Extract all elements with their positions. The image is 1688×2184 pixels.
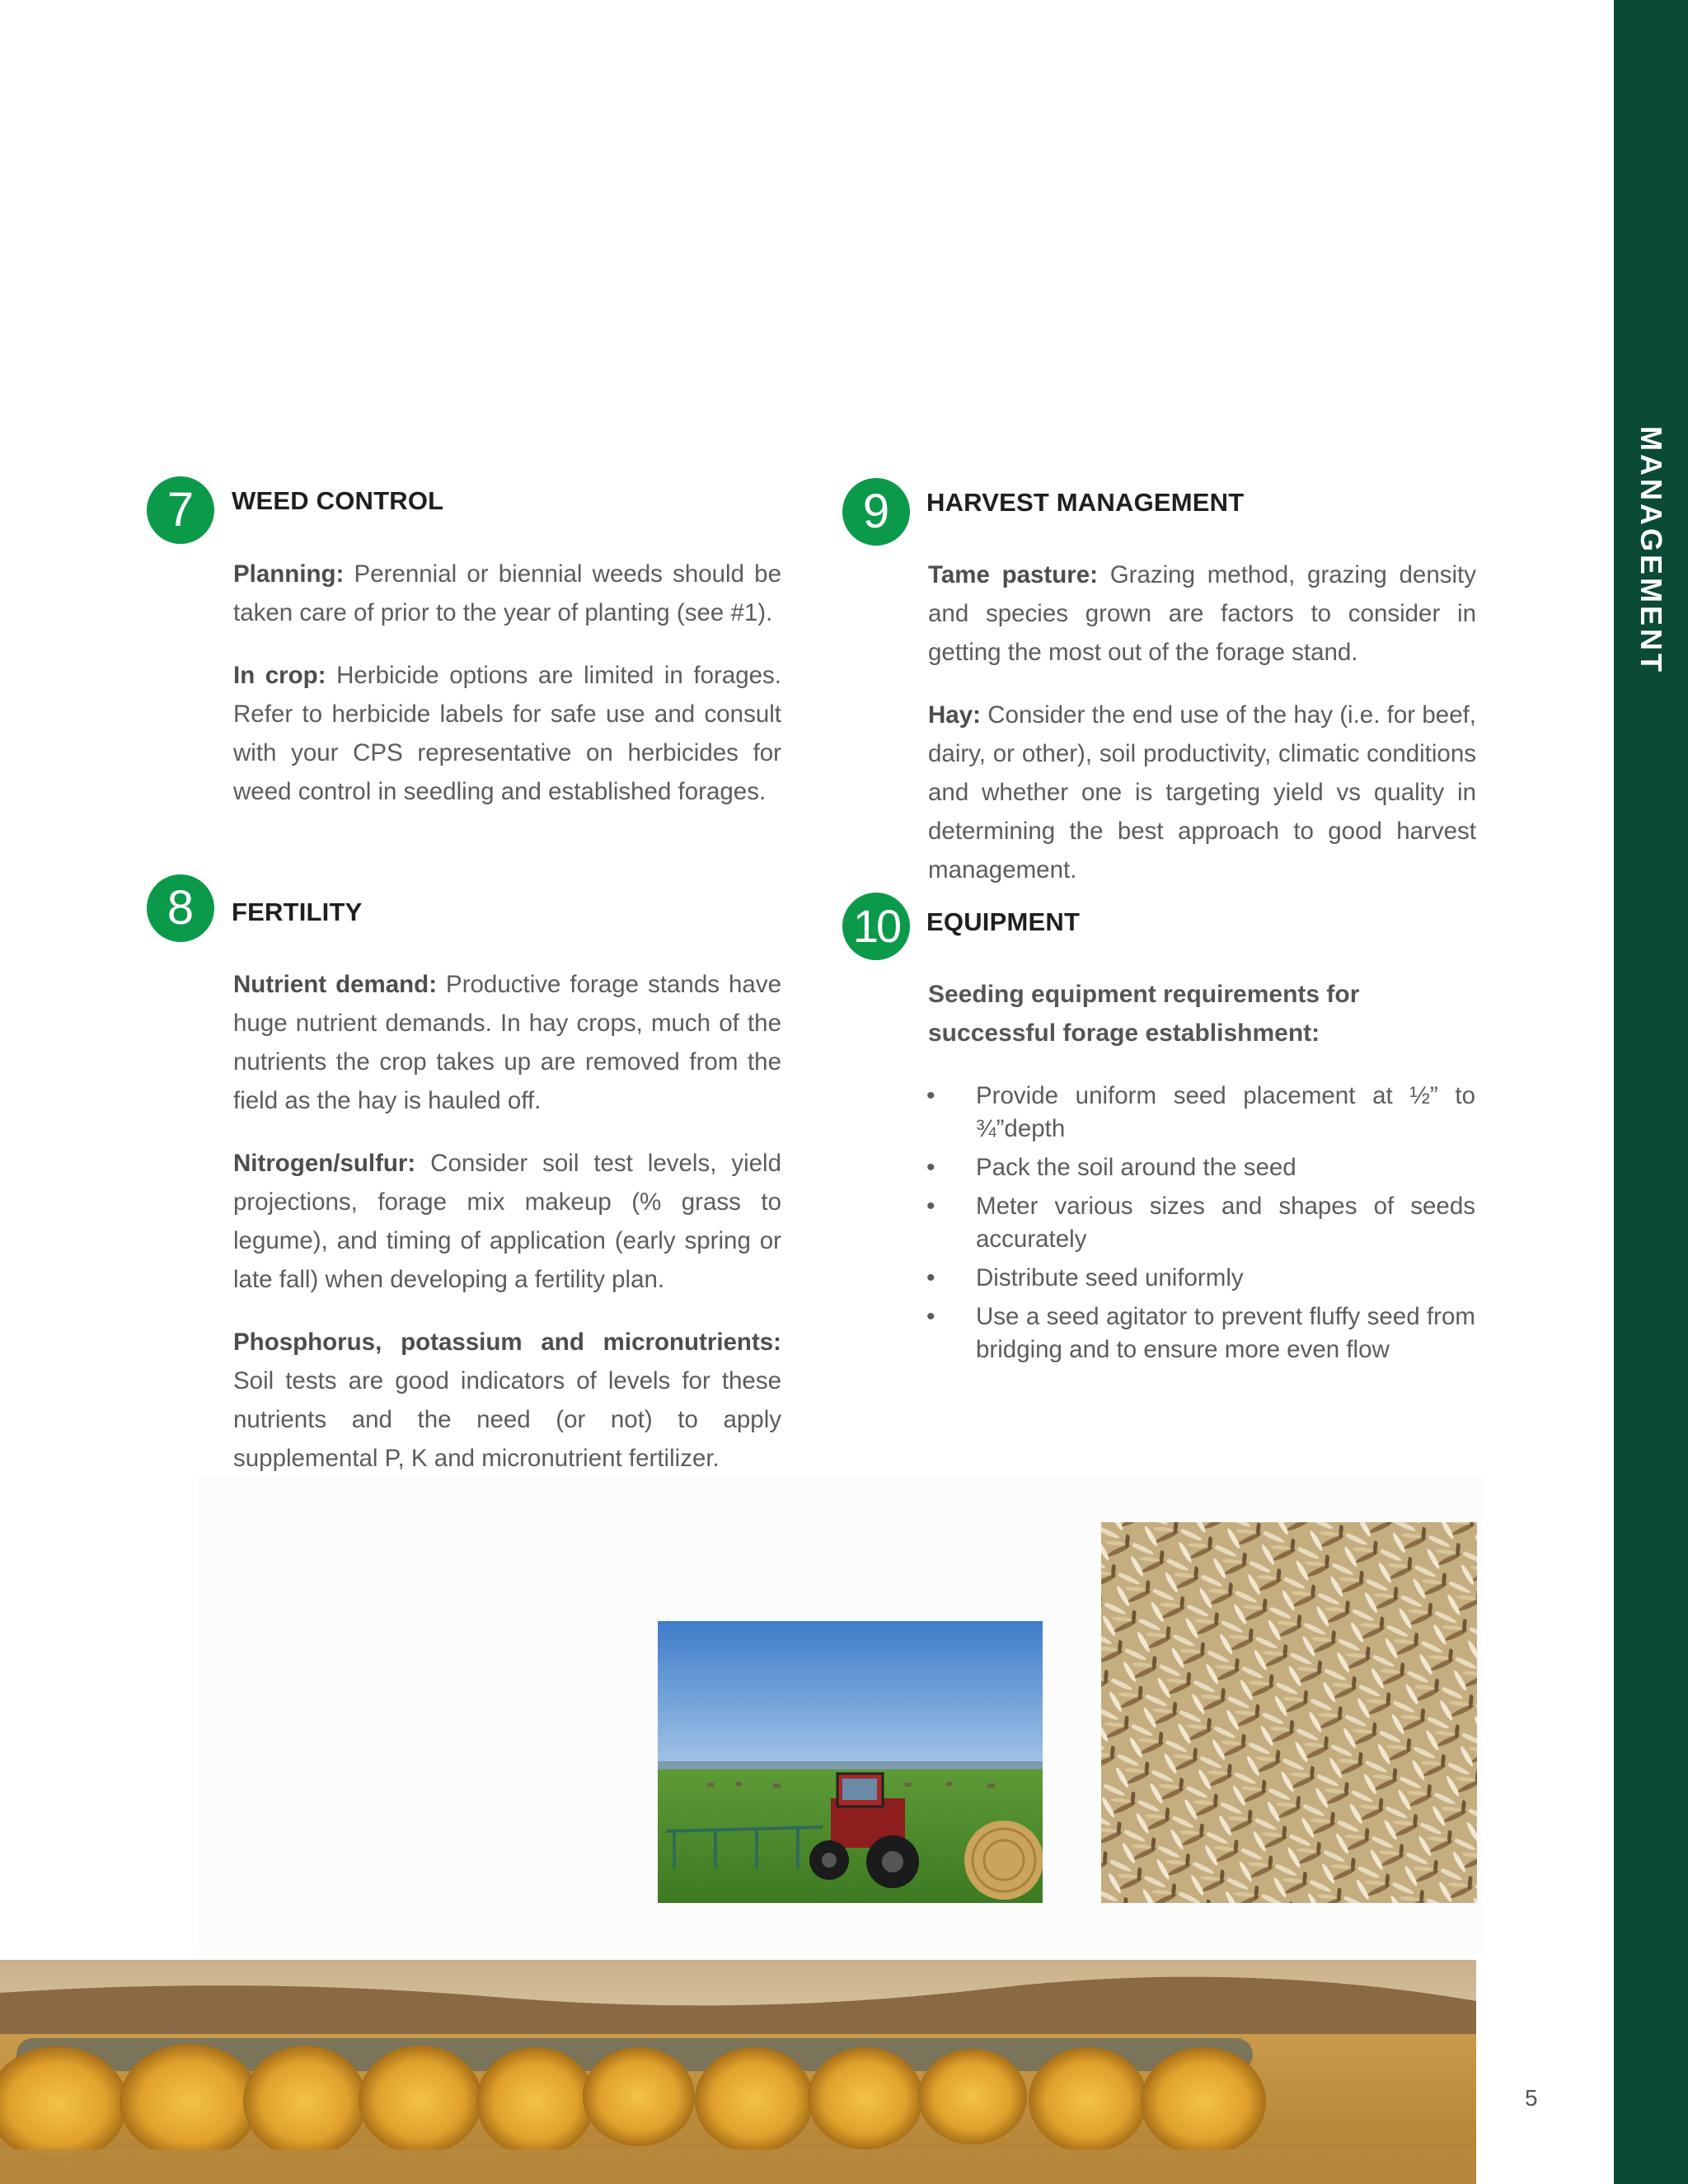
paragraph-text: Herbicide options are limited in forages. Refer to herbicide labels for safe use and consult with your CPS representative on herbicides for weed control in seedling and established forages. [233,662,781,805]
bullet-icon: • [926,1193,935,1220]
section-title-weed-control: WEED CONTROL [232,486,444,515]
list-item [926,1080,1475,1146]
paragraph-text: Soil tests are good indicators of levels for these nutrients and the need (or not) to apply supplemental P, K and micronutrient fertilizer. [233,1367,781,1472]
list-item-text: Provide uniform seed placement at ½” to ¾”depth [976,1082,1475,1142]
tractor-field-photo [658,1621,1043,1903]
bullet-icon: • [926,1154,935,1181]
page-number: 5 [1525,2085,1538,2111]
paragraph-nutrient-demand [233,965,781,1120]
paragraph-planning [233,555,781,632]
section-number-badge: 10 [842,893,910,960]
list-item [926,1151,1475,1184]
list-item-text: Pack the soil around the seed [976,1154,1296,1181]
paragraph-label: Tame pasture: [928,561,1098,588]
grass-seed-photo [1101,1522,1477,1903]
section-title-fertility: FERTILITY [232,898,363,926]
equipment-subtitle: Seeding equipment requirements for successful forage establishment: [928,981,1360,1047]
list-item [926,1301,1475,1366]
list-item-text: Meter various sizes and shapes of seeds accurately [976,1193,1475,1253]
paragraph-nitrogen-sulfur [233,1144,781,1299]
list-item-text: Distribute seed uniformly [976,1264,1244,1291]
list-item [926,1190,1475,1256]
equipment-bullet-list [926,1080,1475,1372]
paragraph-text: Perennial or biennial weeds should be taken care of prior to the year of planting (see #1). [233,560,781,626]
paragraph-label: Nitrogen/sulfur: [233,1150,416,1177]
section-title-equipment: EQUIPMENT [926,907,1081,936]
bullet-icon: • [926,1303,935,1330]
paragraph-text: Consider soil test levels, yield projections, forage mix makeup (% grass to legume), and timing of application (early spring or late fall) when developing a fertility plan. [233,1150,781,1293]
list-item-text: Use a seed agitator to prevent fluffy seed from bridging and to ensure more even flow [976,1303,1475,1363]
sidebar [1614,0,1688,2184]
paragraph-label: Hay: [928,701,981,729]
paragraph-hay [928,696,1476,889]
sidebar-label: MANAGEMENT [1634,426,1668,675]
list-item [926,1262,1475,1295]
section-number-badge: 8 [147,874,214,942]
paragraph-label: Phosphorus, potassium and micronutrients: [233,1329,781,1356]
section-number-badge: 7 [147,476,214,544]
paragraph-text: Productive forage stands have huge nutrient demands. In hay crops, much of the nutrients the crop takes up are removed from the field as the hay is hauled off. [233,971,781,1114]
paragraph-phosphorus-potassium [233,1323,781,1478]
paragraph-label: In crop: [233,662,326,689]
paragraph-label: Planning: [233,560,345,588]
paragraph-tame-pasture [928,555,1476,672]
paragraph-text: Consider the end use of the hay (i.e. for beef, dairy, or other), soil productivity, climatic conditions and whether one is targeting yield vs quality in determining the best approach to good harvest management. [928,701,1476,883]
section-number-badge: 9 [842,478,910,546]
section-title-harvest-management: HARVEST MANAGEMENT [926,488,1245,517]
bullet-icon: • [926,1264,935,1291]
bullet-icon: • [926,1082,935,1109]
paragraph-in-crop [233,656,781,811]
hay-bales-banner-photo [0,1960,1476,2184]
paragraph-label: Nutrient demand: [233,971,438,998]
paragraph-text: Grazing method, grazing density and species grown are factors to consider in getting the most out of the forage stand. [928,561,1476,666]
